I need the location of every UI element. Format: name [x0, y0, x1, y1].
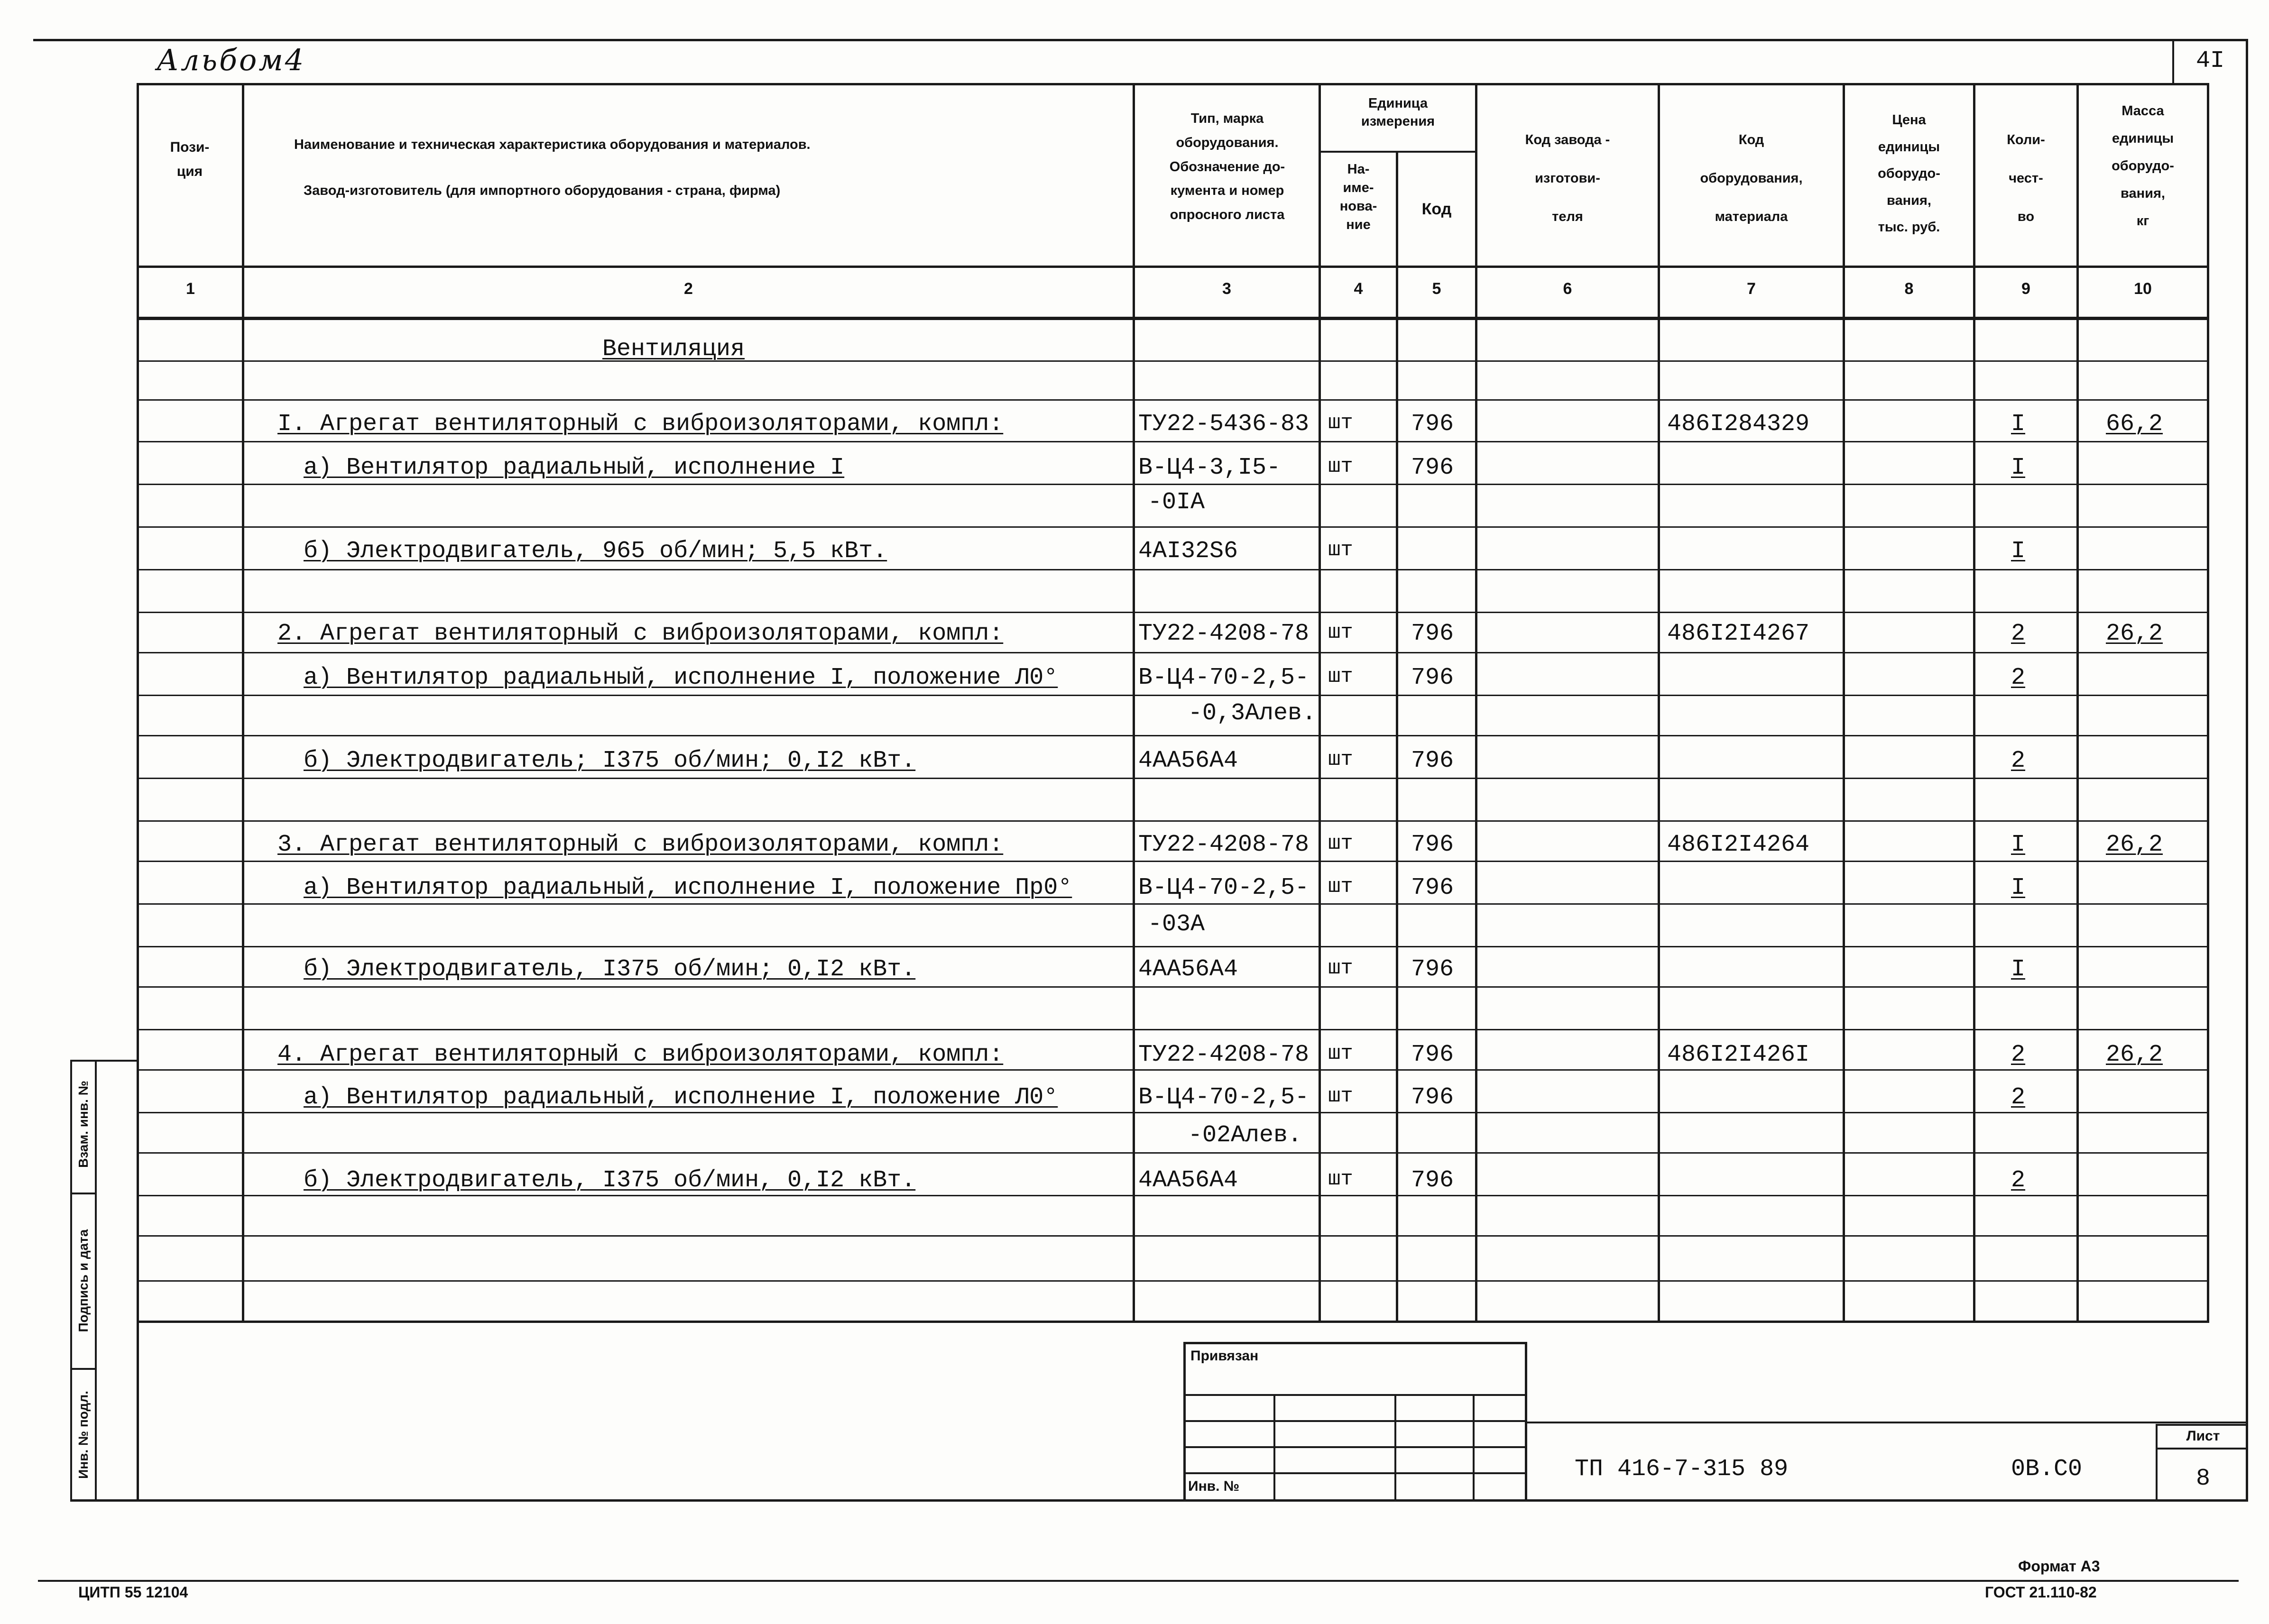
- item-equip-code: 486I2I4264: [1667, 831, 1810, 858]
- side-stamp-podpis: Подпись и дата: [76, 1229, 91, 1332]
- row-line: [137, 441, 2209, 442]
- item-quantity: I: [2011, 538, 2026, 565]
- item-unit-code: 796: [1411, 1084, 1454, 1111]
- row-line: [137, 1069, 2209, 1071]
- row-line: [137, 735, 2209, 736]
- item-unit: шт: [1328, 832, 1353, 855]
- item-quantity: 2: [2011, 1041, 2026, 1068]
- footer-gost: ГОСТ 21.110-82: [1985, 1584, 2097, 1601]
- item-equip-code: 486I2I4267: [1667, 620, 1810, 647]
- item-type: ТУ22-5436-83: [1138, 411, 1310, 438]
- item-name: а) Вентилятор радиальный, исполнение I: [304, 454, 845, 481]
- item-quantity: 2: [2011, 664, 2026, 691]
- item-name: б) Электродвигатель, I375 об/мин, 0,I2 кВт.: [304, 1167, 916, 1194]
- item-name: I. Агрегат вентиляторный с виброизоляторами, компл:: [277, 411, 1004, 438]
- row-line: [137, 360, 2209, 362]
- side-stamp-right: [95, 1060, 97, 1502]
- row-line: [137, 986, 2209, 988]
- item-unit: шт: [1328, 1167, 1353, 1191]
- item-type: -02Алев.: [1188, 1122, 1302, 1149]
- item-name: а) Вентилятор радиальный, исполнение I, положение Л0°: [304, 1084, 1058, 1111]
- frame-bottom: [71, 1499, 2248, 1502]
- tb-mark: 0В.С0: [2011, 1456, 2083, 1483]
- header-factory-code: Код завода - изготови- теля: [1525, 132, 1610, 225]
- item-name: 2. Агрегат вентиляторный с виброизоляторами, компл:: [277, 620, 1004, 647]
- item-unit-code: 796: [1411, 454, 1454, 481]
- colnum-10: 10: [2134, 280, 2152, 298]
- footer-left: ЦИТП 55 12104: [78, 1584, 188, 1601]
- row-line: [137, 1152, 2209, 1154]
- item-unit-code: 796: [1411, 956, 1454, 983]
- colnum-8: 8: [1904, 280, 1914, 298]
- item-type: В-Ц4-70-2,5-: [1138, 874, 1310, 901]
- vline-8: [1973, 83, 1975, 1323]
- item-unit-code: 796: [1411, 1167, 1454, 1194]
- item-unit: шт: [1328, 875, 1353, 899]
- colnum-6: 6: [1563, 280, 1572, 298]
- row-line: [137, 946, 2209, 947]
- item-unit-code: 796: [1411, 831, 1454, 858]
- row-line: [137, 903, 2209, 905]
- frame-top: [33, 39, 2248, 41]
- item-type: 4АА56А4: [1138, 747, 1238, 774]
- tb-list-box-top: [2156, 1424, 2248, 1426]
- colnum-3: 3: [1222, 280, 1231, 298]
- tb-box-h4: [1183, 1472, 1527, 1474]
- colnum-1: 1: [186, 280, 195, 298]
- row-line: [137, 1280, 2209, 1282]
- colnum-4: 4: [1354, 280, 1363, 298]
- header-name-line2: Завод-изготовитель (для импортного оборудования - страна, фирма): [304, 183, 781, 198]
- row-line: [137, 820, 2209, 822]
- item-quantity: 2: [2011, 1167, 2026, 1194]
- row-line: [137, 484, 2209, 485]
- item-quantity: I: [2011, 874, 2026, 901]
- tb-list-number: 8: [2195, 1465, 2210, 1492]
- item-unit: шт: [1328, 538, 1353, 562]
- vline-5: [1475, 83, 1477, 1323]
- item-equip-code: 486I2I426I: [1667, 1041, 1810, 1068]
- item-unit: шт: [1328, 1084, 1353, 1108]
- item-unit: шт: [1328, 411, 1353, 435]
- item-quantity: 2: [2011, 747, 2026, 774]
- row-line: [137, 612, 2209, 613]
- colnum-bottom-line: [137, 317, 2209, 320]
- row-line: [137, 695, 2209, 696]
- vline-4: [1396, 151, 1398, 1323]
- side-stamp-vzam: Взам. инв. №: [76, 1081, 91, 1168]
- header-unit-name: На- име- нова- ние: [1339, 162, 1377, 233]
- item-type: В-Ц4-3,I5-: [1138, 454, 1281, 481]
- header-price: Цена единицы оборудо- вания, тыс. руб.: [1878, 112, 1940, 235]
- side-stamp-inv: Инв. № подл.: [76, 1391, 91, 1479]
- item-type: В-Ц4-70-2,5-: [1138, 664, 1310, 691]
- tb-box-h3: [1183, 1446, 1527, 1448]
- tb-box-v3: [1473, 1394, 1475, 1502]
- item-quantity: I: [2011, 831, 2026, 858]
- tb-main-top: [1525, 1422, 2248, 1423]
- section-title: Вентиляция: [602, 336, 745, 363]
- frame-right: [2246, 39, 2248, 1502]
- item-name: 4. Агрегат вентиляторный с виброизоляторами, компл:: [277, 1041, 1004, 1068]
- item-quantity: I: [2011, 454, 2026, 481]
- item-unit: шт: [1328, 455, 1353, 478]
- header-position: Пози- ция: [170, 139, 210, 179]
- item-type: 4AI32S6: [1138, 538, 1238, 565]
- vline-10: [2207, 83, 2209, 1323]
- tb-box-v2: [1394, 1394, 1396, 1502]
- colnum-2: 2: [684, 280, 693, 298]
- colnum-9: 9: [2021, 280, 2030, 298]
- tb-box-h1: [1183, 1394, 1527, 1396]
- vline-1: [242, 83, 244, 1323]
- row-line: [137, 399, 2209, 401]
- vline-7: [1843, 83, 1845, 1323]
- tb-box-top: [1183, 1342, 1527, 1344]
- item-unit: шт: [1328, 665, 1353, 688]
- item-type: 4АА56А4: [1138, 956, 1238, 983]
- header-unit-code: Код: [1421, 200, 1452, 218]
- item-name: б) Электродвигатель, 965 об/мин; 5,5 кВт.: [304, 538, 887, 565]
- item-unit: шт: [1328, 1042, 1353, 1065]
- vline-6: [1658, 83, 1660, 1323]
- tb-box-h2: [1183, 1420, 1527, 1422]
- tb-box-v1: [1273, 1394, 1275, 1502]
- colnum-7: 7: [1747, 280, 1756, 298]
- row-line: [137, 1321, 2209, 1323]
- row-line: [137, 652, 2209, 653]
- item-name: 3. Агрегат вентиляторный с виброизоляторами, компл:: [277, 831, 1004, 858]
- item-name: а) Вентилятор радиальный, исполнение I, положение Л0°: [304, 664, 1058, 691]
- item-mass: 26,2: [2106, 620, 2163, 647]
- item-type: ТУ22-4208-78: [1138, 620, 1310, 647]
- item-type: В-Ц4-70-2,5-: [1138, 1084, 1310, 1111]
- sheet-number-box-left: [2172, 39, 2174, 84]
- row-line: [137, 1195, 2209, 1196]
- row-line: [137, 1235, 2209, 1237]
- item-unit-code: 796: [1411, 874, 1454, 901]
- header-quantity: Коли- чест- во: [2007, 132, 2045, 225]
- footer-format: Формат А3: [2018, 1558, 2100, 1575]
- vline-9: [2076, 83, 2079, 1323]
- item-mass: 26,2: [2106, 831, 2163, 858]
- item-quantity: I: [2011, 956, 2026, 983]
- item-type: -03А: [1148, 911, 1205, 938]
- header-equip-code: Код оборудования, материала: [1700, 132, 1803, 225]
- item-quantity: 2: [2011, 620, 2026, 647]
- row-line: [137, 1112, 2209, 1113]
- item-unit-code: 796: [1411, 664, 1454, 691]
- album-label: Альбом4: [157, 43, 306, 77]
- item-unit-code: 796: [1411, 620, 1454, 647]
- tb-list-box-mid: [2156, 1448, 2248, 1450]
- item-unit: шт: [1328, 748, 1353, 771]
- row-line: [137, 569, 2209, 570]
- item-name: б) Электродвигатель; I375 об/мин; 0,I2 кВт.: [304, 747, 916, 774]
- tb-list-label: Лист: [2186, 1428, 2220, 1444]
- sheet-number-top: 4I: [2195, 47, 2224, 74]
- vline-3: [1319, 83, 1321, 1323]
- tb-inv-no: Инв. №: [1188, 1478, 1240, 1494]
- item-unit-code: 796: [1411, 1041, 1454, 1068]
- item-type: -0,3Алев.: [1188, 700, 1317, 727]
- vline-2: [1133, 83, 1135, 1323]
- row-line: [137, 778, 2209, 779]
- item-unit: шт: [1328, 621, 1353, 644]
- row-line: [137, 526, 2209, 528]
- header-type: Тип, марка оборудования. Обозначение до- кумента и номер опросного листа: [1169, 111, 1285, 222]
- item-type: -0IA: [1148, 489, 1205, 516]
- side-stamp-left: [70, 1060, 72, 1502]
- item-quantity: 2: [2011, 1084, 2026, 1111]
- item-mass: 26,2: [2106, 1041, 2163, 1068]
- item-name: а) Вентилятор радиальный, исполнение I, положение Пр0°: [304, 874, 1072, 901]
- table-top-line: [137, 83, 2209, 85]
- tb-list-box-left: [2156, 1424, 2158, 1502]
- header-name-line1: Наименование и техническая характеристика оборудования и материалов.: [294, 137, 811, 152]
- item-type: ТУ22-4208-78: [1138, 1041, 1310, 1068]
- tb-privyazan: Привязан: [1190, 1348, 1259, 1364]
- item-quantity: I: [2011, 411, 2026, 438]
- row-line: [137, 861, 2209, 862]
- row-line: [137, 1029, 2209, 1030]
- colnum-5: 5: [1432, 280, 1441, 298]
- item-equip-code: 486I284329: [1667, 411, 1810, 438]
- footer-line: [38, 1580, 2239, 1582]
- header-bottom-line: [137, 266, 2209, 268]
- item-unit: шт: [1328, 956, 1353, 980]
- item-mass: 66,2: [2106, 411, 2163, 438]
- item-unit-code: 796: [1411, 411, 1454, 438]
- tb-doc-code: ТП 416-7-315 89: [1575, 1456, 1789, 1483]
- header-mass: Масса единицы оборудо- вания, кг: [2112, 103, 2174, 229]
- item-name: б) Электродвигатель, I375 об/мин; 0,I2 кВт.: [304, 956, 916, 983]
- item-type: ТУ22-4208-78: [1138, 831, 1310, 858]
- item-type: 4АА56А4: [1138, 1167, 1238, 1194]
- item-unit-code: 796: [1411, 747, 1454, 774]
- header-unit-group: Единица измерения: [1361, 96, 1435, 129]
